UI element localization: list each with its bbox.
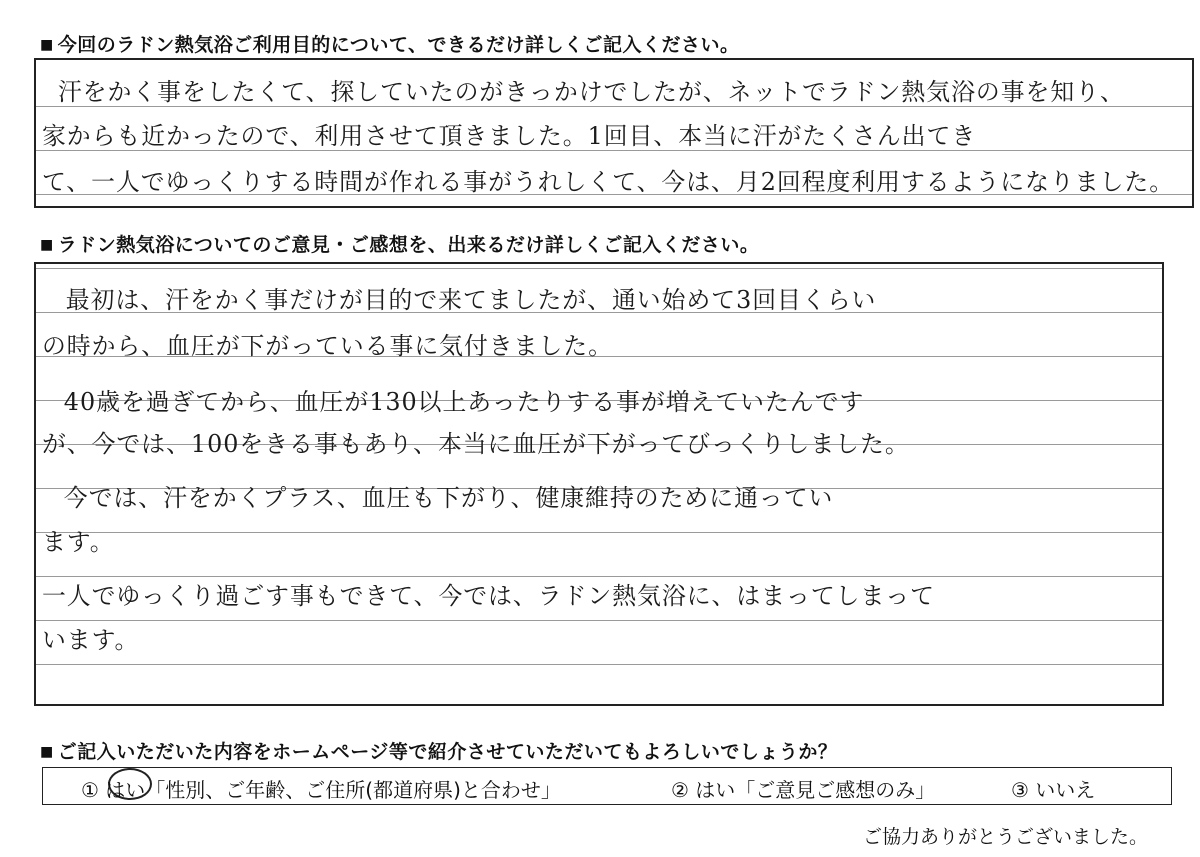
section2-line-8: います。 (41, 626, 140, 654)
section2-answer-box (34, 262, 1164, 706)
section2-line-7: 一人でゆっくり過ごす事もできて、今では、ラドン熱気浴に、はまってしまって (41, 582, 935, 610)
section1-question: 今回のラドン熱気浴ご利用目的について、できるだけ詳しくご記入ください。 (57, 34, 740, 56)
section3-heading (40, 737, 837, 764)
section1-line-3: て、一人でゆっくりする時間が作れる事がうれしくて、今は、月2回程度利用するようになりました。 (41, 168, 1175, 196)
section2-line-4: が、今では、100をきる事もあり、本当に血圧が下がってびっくりしました。 (41, 430, 910, 458)
thanks-note: ご協力ありがとうございました。 (862, 826, 1148, 848)
section1-bullet: ■ (40, 37, 54, 53)
section2-line-2: の時から、血圧が下がっている事に気付きました。 (41, 332, 613, 360)
section1-heading (40, 30, 739, 57)
section3-bullet: ■ (40, 744, 54, 760)
section2-question: ラドン熱気浴についてのご意見・ご感想を、出来るだけ詳しくご記入ください。 (57, 234, 760, 256)
section2-line-1: 最初は、汗をかく事だけが目的で来てましたが、通い始めて3回目くらい (65, 286, 877, 314)
section2-line-6: ます。 (41, 528, 115, 556)
section3-question: ご記入いただいた内容をホームページ等で紹介させていただいてもよろしいでしょうか？ (57, 741, 838, 763)
option-2[interactable]: ② はい「ご意見ご感想のみ」 (671, 778, 936, 802)
section2-line-5: 今では、汗をかくプラス、血圧も下がり、健康維持のために通ってい (63, 484, 834, 512)
section1-line-2: 家からも近かったので、利用させて頂きました。1回目、本当に汗がたくさん出てき (41, 122, 977, 150)
section2-line-3: 40歳を過ぎてから、血圧が130以上あったりする事が増えていたんです (63, 388, 865, 416)
consent-options-box (42, 767, 1172, 805)
section2-bullet: ■ (40, 237, 54, 253)
section2-heading (40, 230, 759, 257)
section1-answer-box (34, 58, 1194, 208)
option-1[interactable]: ① はい「性別、ご年齢、ご住所(都道府県)と合わせ」 (81, 778, 561, 802)
option-3[interactable]: ③ いいえ (1011, 778, 1096, 802)
section1-line-1: 汗をかく事をしたくて、探していたのがきっかけでしたが、ネットでラドン熱気浴の事を知り、 (57, 78, 1125, 106)
